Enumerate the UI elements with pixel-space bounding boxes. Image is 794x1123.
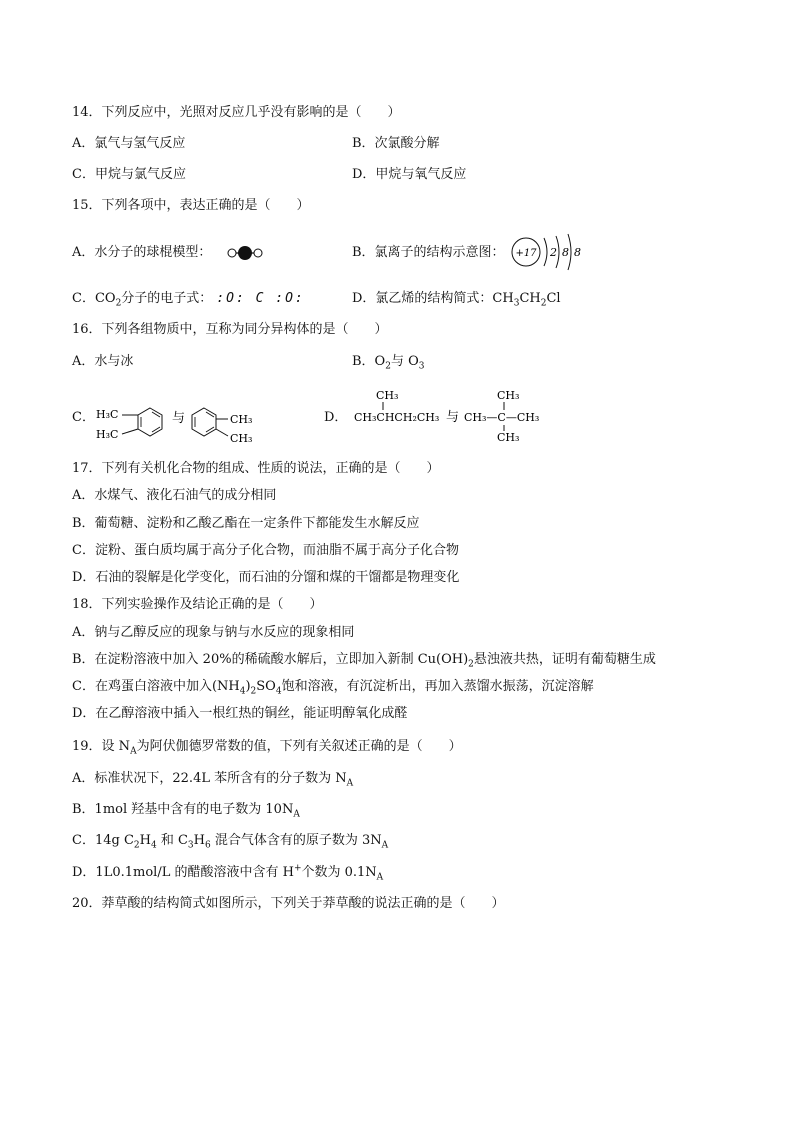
q14-option-c: C．甲烷与氯气反应	[72, 167, 186, 182]
q15-option-a: A．水分子的球棍模型：	[72, 245, 212, 260]
q16-option-c-label: C．	[72, 410, 95, 425]
q16-option-a: A．水与冰	[72, 354, 134, 369]
q19-stem: 19．设 $N_A$为阿伏伽德罗常数的值，下列有关叙述正确的是（ ）	[72, 739, 462, 757]
q14-option-a: A．氯气与氢气反应	[72, 136, 186, 151]
svg-text:CH₃—C—CH₃: CH₃—C—CH₃	[464, 411, 540, 424]
svg-text:CH₃: CH₃	[376, 389, 399, 402]
shell-3-count: 8	[574, 246, 581, 259]
svg-text:与: 与	[172, 411, 186, 426]
q17-option-c: C．淀粉、蛋白质均属于高分子化合物，而油脂不属于高分子化合物	[72, 543, 459, 558]
q15-option-d: D．氯乙烯的结构简式：$CH_3CH_2Cl$	[352, 291, 561, 309]
water-ball-stick-model	[226, 244, 266, 262]
q19-option-c: C．14g $C_2H_4$ 和 $C_3H_6$ 混合气体含有的原子数为 $3N_A$	[72, 833, 389, 851]
q18-stem: 18．下列实验操作及结论正确的是（ ）	[72, 597, 323, 612]
xylene-isomers-structures	[92, 398, 272, 450]
svg-text:CH₃: CH₃	[230, 432, 253, 445]
shell-1-count: 2	[550, 246, 557, 259]
q14-stem: 14．下列反应中，光照对反应几乎没有影响的是（ ）	[72, 105, 401, 120]
q17-option-d: D．石油的裂解是化学变化，而石油的分馏和煤的干馏都是物理变化	[72, 570, 460, 585]
q18-option-b: B．在淀粉溶液中加入 20%的稀硫酸水解后，立即加入新制 $Cu(OH)_2$悬浊液共热，证明有葡萄糖生成	[72, 652, 656, 670]
svg-text:与: 与	[446, 410, 460, 425]
q18-option-d: D．在乙醇溶液中插入一根红热的铜丝，能证明醇氧化成醛	[72, 706, 408, 721]
co2-electron-formula: :O: C :O:	[216, 291, 305, 306]
q17-stem: 17．下列有关机化合物的组成、性质的说法，正确的是（ ）	[72, 461, 440, 476]
q17-option-b: B．葡萄糖、淀粉和乙酸乙酯在一定条件下都能发生水解反应	[72, 516, 420, 531]
q15-stem: 15．下列各项中，表达正确的是（ ）	[72, 198, 310, 213]
q17-option-a: A．水煤气、液化石油气的成分相同	[72, 488, 277, 503]
svg-text:H₃C: H₃C	[96, 428, 119, 441]
svg-text:CH₃: CH₃	[230, 413, 253, 426]
svg-text:CH₃CHCH₂CH₃: CH₃CHCH₂CH₃	[354, 411, 440, 424]
q19-option-b: B．1mol 羟基中含有的电子数为 $10N_A$	[72, 802, 300, 820]
q19-option-d: D．1L0.1mol/L 的醋酸溶液中含有 H+个数为 $0.1N_A$	[72, 863, 384, 883]
shell-2-count: 8	[562, 246, 569, 259]
nucleus-charge: +17	[515, 248, 537, 259]
q14-option-d: D．甲烷与氧气反应	[352, 167, 467, 182]
svg-text:CH₃: CH₃	[497, 389, 520, 402]
q15-option-c: C．$CO_2$分子的电子式： :O: C :O:	[72, 291, 305, 309]
pentane-isomers-structures	[350, 386, 550, 444]
q14-option-b: B．次氯酸分解	[352, 136, 440, 151]
q15-option-b: B．氯离子的结构示意图：	[352, 245, 505, 260]
svg-text:H₃C: H₃C	[96, 408, 119, 421]
q16-option-b: B．$O_2$与 $O_3$	[352, 354, 425, 372]
q16-option-d-label: D．	[324, 410, 348, 425]
q16-stem: 16．下列各组物质中，互称为同分异构体的是（ ）	[72, 322, 388, 337]
q18-option-c: C．在鸡蛋白溶液中加入$(NH_4)_2SO_4$饱和溶液，有沉淀析出，再加入蒸馏水振荡，沉淀溶解	[72, 679, 594, 697]
q18-option-a: A．钠与乙醇反应的现象与钠与水反应的现象相同	[72, 625, 355, 640]
q20-stem: 20．莽草酸的结构简式如图所示，下列关于莽草酸的说法正确的是（ ）	[72, 896, 505, 911]
q19-option-a: A．标准状况下，22.4L 苯所含有的分子数为 $N_A$	[72, 771, 354, 789]
chloride-ion-structure-diagram	[506, 232, 586, 276]
svg-text:CH₃: CH₃	[497, 431, 520, 444]
